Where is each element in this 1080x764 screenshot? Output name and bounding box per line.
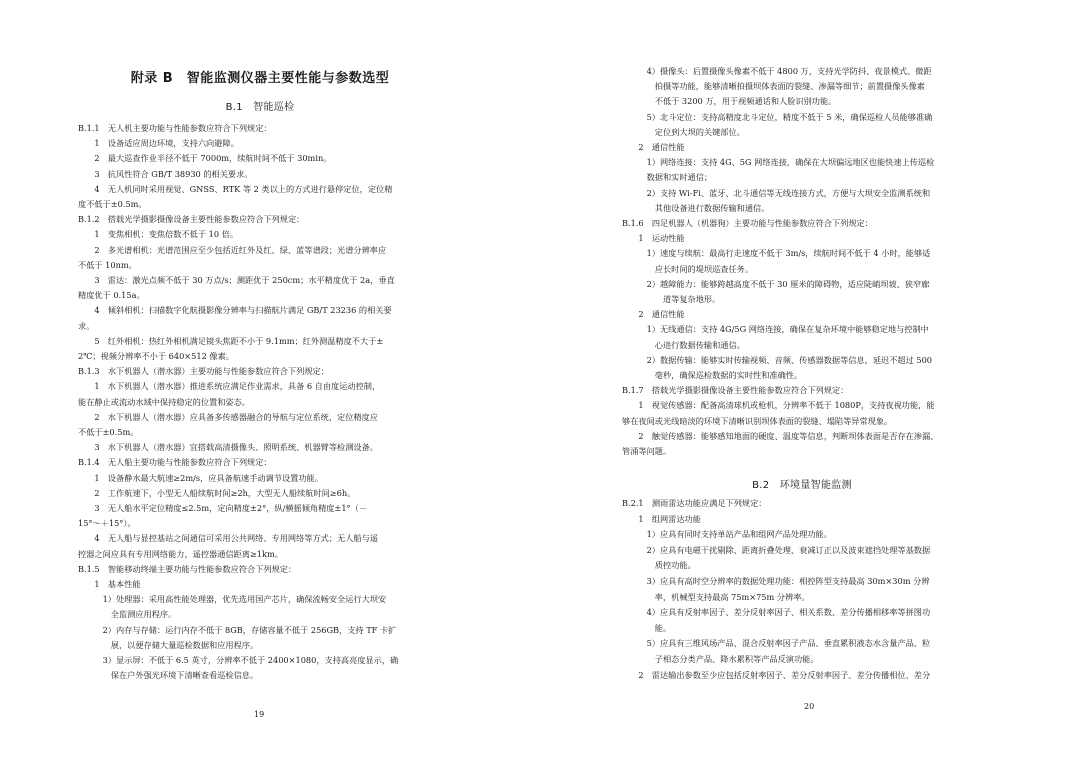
text-line: 2）内存与存储：运行内存不低于 8GB，存储容量不低于 256GB，支持 TF 卡扩	[78, 624, 397, 635]
text-line: 能。	[622, 622, 672, 633]
left-page	[78, 0, 442, 764]
text-line: 全监测应用程序。	[78, 609, 177, 620]
text-line: 展，以便存储大量巡检数据和应用程序。	[78, 639, 259, 650]
text-line: 1 水下机器人（潜水器）推进系统应满足作业需求，具备 6 自由度运动控制，	[78, 381, 381, 392]
text-line: B.1.4 无人船主要功能与性能参数应符合下列规定：	[78, 457, 272, 468]
text-line: 4 倾斜相机：扫描数字化航摄影像分辨率与扫描航片满足 GB/T 23236 的相关要	[78, 305, 392, 316]
text-line: 不低于 10nm。	[78, 259, 137, 270]
text-line: 4）摄像头：后置摄像头像素不低于 4800 万，支持光学防抖、夜景模式、微距	[622, 66, 932, 76]
text-line: 控器之间应具有专用网络能力，遥控器通信距离≥1km。	[78, 548, 283, 559]
text-line: 4 无人机同时采用视觉、GNSS、RTK 等 2 类以上的方式进行悬停定位，定位精	[78, 183, 393, 194]
text-line: B.1.6 四足机器人（机器狗）主要功能与性能参数应符合下列规定：	[622, 218, 873, 228]
text-line: 度不低于±0.5m。	[78, 199, 147, 209]
text-line: B.1.7 搭载光学摄影摄像设备主要性能参数应符合下列规定：	[622, 385, 849, 396]
text-line: 2℃；视频分辨率不小于 640×512 像素。	[78, 351, 234, 361]
text-line: 2）数据传输：能够实时传输视频、音频、传感器数据等信息，延迟不超过 500	[622, 354, 933, 365]
text-line: 2 水下机器人（潜水器）应具备多传感器融合的导航与定位系统，定位精度应	[78, 411, 378, 422]
text-line: 1）网络连接：支持 4G、5G 网络连接，确保在大坝偏远地区也能快速上传巡检	[622, 157, 935, 168]
text-line: 定位到大坝的关键部位。	[622, 126, 745, 137]
text-line: 精度优于 0.15a。	[78, 290, 145, 301]
text-line: 心进行数据传输和通信。	[622, 339, 745, 350]
text-line: B.1.5 智能移动终端主要功能与性能参数应符合下列规定：	[78, 563, 297, 574]
text-line: 应长时间的堤坝巡查任务。	[622, 263, 754, 274]
text-line: 3 雷达：激光点频不低于 30 万点/s；测距优于 250cm；水平精度优于 2a，垂直	[78, 275, 395, 285]
text-line: 2）应具有电磁干扰剔除、距离折叠处理、衰减订正以及波束遮挡处理等基数据	[622, 544, 931, 555]
text-line: 质控功能。	[622, 560, 696, 571]
text-line: 够在夜间或光线暗淡的环境下清晰识别坝体表面的裂缝、塌陷等异常现象。	[622, 415, 893, 426]
text-line: 1）速度与续航：最高行走速度不低于 3m/s，续航时间不低于 4 小时，能够适	[622, 248, 931, 259]
page-number-right: 20	[804, 702, 815, 711]
text-line: B.1.2 搭载光学摄影摄像设备主要性能参数应符合下列规定：	[78, 214, 305, 225]
appendix-title: 附录 B 智能监测仪器主要性能与参数选型	[130, 71, 390, 86]
page-number-left: 19	[254, 710, 265, 719]
text-line: 3）应具有高时空分辨率的数据处理功能：相控阵型支持最高 30m×30m 分辨	[622, 576, 930, 586]
text-line: 管涌等问题。	[622, 446, 672, 456]
text-line: 1 视觉传感器：配备高清球机或枪机，分辨率不低于 1080P，支持夜视功能，能	[622, 400, 935, 411]
text-line: 数据和实时通信；	[622, 172, 713, 183]
text-line: 5 红外相机：热红外相机满足镜头焦距不小于 9.1mm；红外测温精度不大于±	[78, 335, 384, 346]
text-line: 毫秒，确保巡检数据的实时性和准确性。	[622, 370, 803, 380]
text-line: 3）显示屏：不低于 6.5 英寸，分辨率不低于 2400×1080，支持高亮度显示，确	[78, 655, 399, 665]
text-line: 率，机械型支持最高 75m×75m 分辨率。	[622, 591, 810, 602]
text-line: 其他设备进行数据传输和通信。	[622, 202, 770, 213]
text-line: 2 雷达输出参数至少应包括反射率因子、差分反射率因子、差分传播相位、差分	[622, 669, 931, 680]
text-line: 2）支持 Wi-Fi、蓝牙、北斗通信等无线连接方式，方便与大坝安全监测系统和	[622, 187, 931, 198]
text-line: 3 水下机器人（潜水器）宜搭载高清摄像头、照明系统、机器臂等检测设备。	[78, 442, 378, 453]
text-line: 2）越障能力：能够跨越高度不低于 30 厘米的障碍物，适应陡峭坝坡、狭窄廊	[622, 278, 930, 289]
text-line: B.1.3 水下机器人（潜水器）主要功能与性能参数应符合下列规定：	[78, 366, 329, 377]
text-line: 2 工作航速下，小型无人船续航时间≥2h，大型无人船续航时间≥6h。	[78, 487, 356, 498]
text-line: 1）处理器：采用高性能处理器，优先选用国产芯片，确保流畅安全运行大坝安	[78, 594, 387, 605]
text-line: B.1.1 无人机主要功能与性能参数应符合下列规定：	[78, 123, 272, 133]
text-line: 1 设备静水最大航速≥2m/s，应具备航速手动调节设置功能。	[78, 472, 323, 483]
text-line: 1）应具有同时支持单站产品和组网产品处理功能。	[622, 529, 832, 540]
text-line: 不低于 3200 万，用于视频通话和人脸识别功能。	[622, 96, 837, 107]
text-line: 子相态分类产品、降水累积等产品反演功能。	[622, 654, 819, 664]
text-line: 1 运动性能	[622, 233, 685, 244]
text-line: 2 多光谱相机：光谱范围应至少包括近红外及红、绿、蓝等谱段；光谱分辨率应	[78, 244, 387, 255]
text-line: 求。	[78, 320, 95, 331]
text-line: 5）北斗定位：支持高精度北斗定位，精度不低于 5 米，确保巡检人员能够准确	[622, 111, 933, 122]
text-line: 2 触觉传感器：能够感知地面的硬度、温度等信息，判断坝体表面是否存在渗漏、	[622, 430, 939, 441]
text-line: 5）应具有三维风场产品、混合反射率因子产品、垂直累积液态水含量产品、粒	[622, 638, 931, 649]
text-line: 不低于±0.5m。	[78, 427, 139, 437]
text-line: 1）无线通信：支持 4G/5G 网络连接，确保在复杂环境中能够稳定地与控制中	[622, 324, 929, 335]
section-heading-b1: B.1 智能巡检	[225, 102, 295, 113]
text-line: 4）应具有反射率因子、差分反射率因子、相关系数、差分传播相移率等拼图功	[622, 607, 931, 618]
right-page	[622, 0, 982, 764]
text-line: 道等复杂地形。	[622, 294, 721, 304]
text-line: 2 最大巡查作业半径不低于 7000m，续航时间不低于 30min。	[78, 153, 332, 164]
text-line: 1 变焦相机：变焦倍数不低于 10 倍。	[78, 229, 239, 240]
text-line: 1 基本性能	[78, 579, 141, 589]
text-line: 1 设备适应周边环境，支持六向避障。	[78, 138, 239, 149]
text-line: 15°～＋15°）。	[78, 518, 136, 529]
text-line: B.2.1 测雨雷达功能应满足下列规定：	[622, 498, 767, 508]
text-line: 1 组网雷达功能	[622, 513, 701, 524]
text-line: 拍摄等功能，能够清晰拍摄坝体表面的裂缝、渗漏等细节；前置摄像头像素	[622, 81, 925, 92]
text-line: 2 通信性能	[622, 309, 685, 320]
text-line: 能在静止或流动水域中保持稳定的位置和姿态。	[78, 396, 250, 407]
section-heading-b2: B.2 环境量智能监测	[752, 480, 852, 491]
text-line: 3 抗风性符合 GB/T 38930 的相关要求。	[78, 168, 253, 179]
text-line: 3 无人船水平定位精度≤2.5m，定向精度±2°，纵/横摇倾角精度±1°（－	[78, 503, 368, 513]
text-line: 4 无人船与显控基站之间通信可采用公共网络、专用网络等方式；无人船与遥	[78, 533, 378, 544]
text-line: 2 通信性能	[622, 142, 685, 152]
text-line: 保在户外强光环境下清晰查看巡检信息。	[78, 670, 259, 681]
